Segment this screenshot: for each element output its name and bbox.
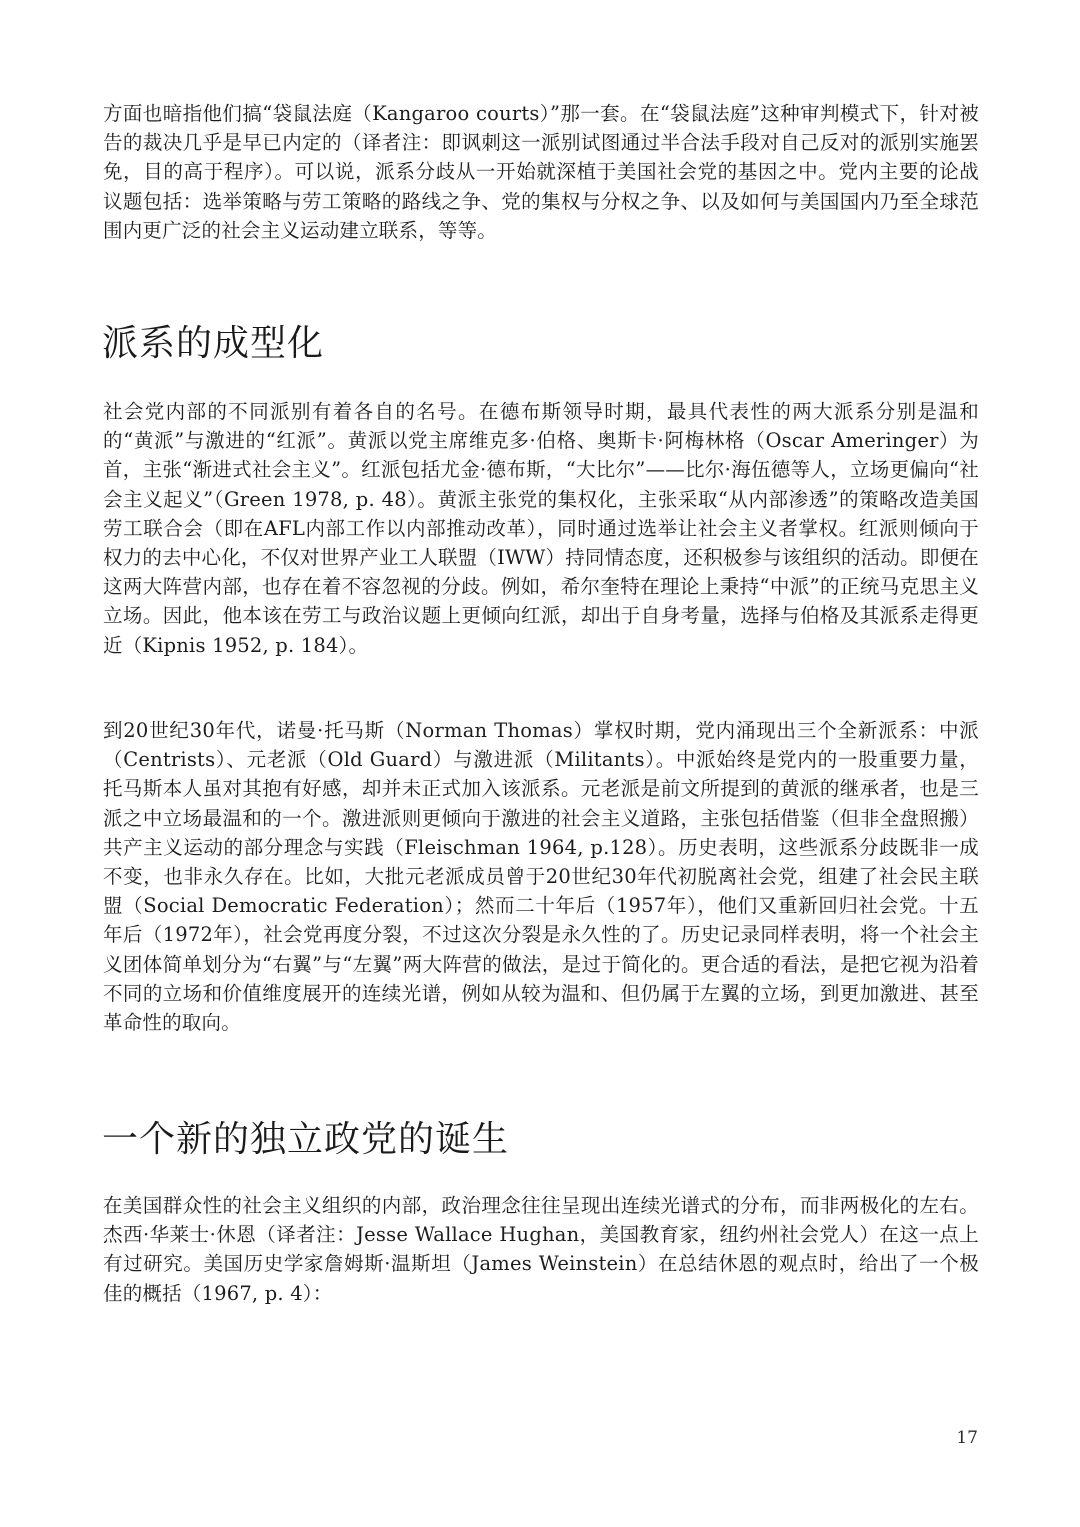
page-number: 17 bbox=[956, 1428, 978, 1448]
paragraph-new-party: 在美国群众性的社会主义组织的内部，政治理念往往呈现出连续光谱式的分布，而非两极化的左右。杰西·华莱士·休恩（译者注：Jesse Wallace Hughan，美国教育家，纽约州社会党人）在这一点上有过研究。美国历史学家詹姆斯·温斯坦（James Weinstein）在总结休恩的观点时，给出了一个极佳的概括（1967, p. 4）： bbox=[103, 1194, 979, 1305]
paragraph-intro: 方面也暗指他们搞“袋鼠法庭（Kangaroo courts）”那一套。在“袋鼠法庭”这种审判模式下，针对被告的裁决几乎是早已内定的（译者注：即讽刺这一派别试图通过半合法手段对自己反对的派别实施罢免，目的高于程序）。可以说，派系分歧从一开始就深植于美国社会党的基因之中。党内主要的论战议题包括：选举策略与劳工策略的路线之争、党的集权与分权之争、以及如何与美国国内乃至全球范围内更广泛的社会主义运动建立联系，等等。 bbox=[103, 102, 979, 242]
paragraph-factions-1: 社会党内部的不同派别有着各自的名号。在德布斯领导时期，最具代表性的两大派系分别是温和的“黄派”与激进的“红派”。黄派以党主席维克多·伯格、奥斯卡·阿梅林格（Oscar Ameringer）为首，主张“渐进式社会主义”。红派包括尤金·德布斯，“大比尔”——比尔·海伍德等人，立场更偏向“社会主义起义”（Green 1978, p. 48）。黄派主张党的集权化，主张采取“从内部渗透”的策略改造美国劳工联合会（即在AFL内部工作以内部推动改革），同时通过选举让社会主义者掌权。红派则倾向于权力的去中心化，不仅对世界产业工人联盟（IWW）持同情态度，还积极参与该组织的活动。即便在这两大阵营内部，也存在着不容忽视的分歧。例如，希尔奎特在理论上秉持“中派”的正统马克思主义立场。因此，他本该在劳工与政治议题上更倾向红派，却出于自身考量，选择与伯格及其派系走得更近（Kipnis 1952, p. 184）。 bbox=[103, 400, 979, 657]
section-heading-new-party: 一个新的独立政党的诞生 bbox=[102, 1119, 510, 1160]
section-heading-factions: 派系的成型化 bbox=[102, 323, 325, 364]
paragraph-factions-2: 到20世纪30年代，诺曼·托马斯（Norman Thomas）掌权时期，党内涌现出三个全新派系：中派（Centrists）、元老派（Old Guard）与激进派（Militants）。中派始终是党内的一股重要力量，托马斯本人虽对其抱有好感，却并未正式加入该派系。元老派是前文所提到的黄派的继承者，也是三派之中立场最温和的一个。激进派则更倾向于激进的社会主义道路，主张包括借鉴（但非全盘照搬）共产主义运动的部分理念与实践（Fleischman 1964, p.128）。历史表明，这些派系分歧既非一成不变，也非永久存在。比如，大批元老派成员曾于20世纪30年代初脱离社会党，组建了社会民主联盟（Social Democratic Federation）；然而二十年后（1957年），他们又重新回归社会党。十五年后（1972年），社会党再度分裂，不过这次分裂是永久性的了。历史记录同样表明，将一个社会主义团体简单划分为“右翼”与“左翼”两大阵营的做法，是过于简化的。更合适的看法，是把它视为沿着不同的立场和价值维度展开的连续光谱，例如从较为温和、但仍属于左翼的立场，到更加激进、甚至革命性的取向。 bbox=[103, 719, 979, 1035]
